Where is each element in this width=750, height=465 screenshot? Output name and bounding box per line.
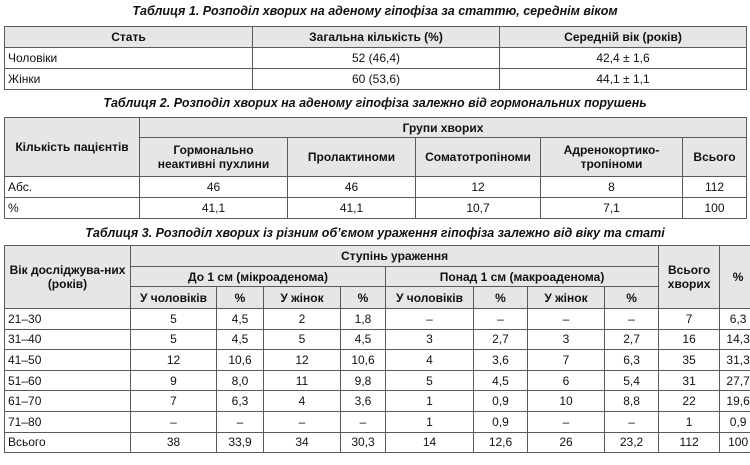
table-cell: 7: [131, 391, 217, 412]
table-cell: 5: [386, 370, 474, 391]
table-cell: 4,5: [217, 309, 264, 330]
table-cell: 10,6: [341, 350, 386, 371]
table-cell: 6,3: [720, 309, 750, 330]
table-cell: 61–70: [5, 391, 131, 412]
table2-header-row: [5, 118, 747, 138]
table-cell: 41,1: [288, 198, 416, 219]
table3-caption: Таблиця 3. Розподіл хворих із різним об’ємом ураження гіпофіза залежно від віку та статі: [85, 226, 665, 240]
table-cell: 0,9: [720, 411, 750, 432]
table-cell: 2: [264, 309, 341, 330]
table-cell: 1: [659, 411, 720, 432]
table-cell: 8,0: [217, 370, 264, 391]
table-cell: 23,2: [605, 432, 659, 453]
table-cell: 9: [131, 370, 217, 391]
table-cell: 0,9: [474, 411, 528, 432]
table2-col-header: Всього: [683, 138, 747, 177]
table-cell: 5: [264, 329, 341, 350]
table-cell: 71–80: [5, 411, 131, 432]
table-cell: –: [131, 411, 217, 432]
table-cell: 8,8: [605, 391, 659, 412]
table-cell: 26: [528, 432, 605, 453]
table1-header-age: Середній вік (років): [500, 27, 747, 48]
table-cell: 4: [264, 391, 341, 412]
table-cell: –: [528, 411, 605, 432]
table1-header-row: [5, 27, 747, 48]
table-cell: 12,6: [474, 432, 528, 453]
table-cell: 100: [720, 432, 750, 453]
table3-header-row: [5, 246, 750, 267]
table-cell: 5: [131, 329, 217, 350]
table2-col-header: Гормонально неактивні пухлини: [140, 138, 288, 177]
table-cell: 12: [416, 177, 541, 198]
table1: [4, 26, 747, 90]
table2-caption: Таблиця 2. Розподіл хворих на аденому гіпофіза залежно від гормональних порушень: [103, 96, 647, 110]
table-cell: 6: [528, 370, 605, 391]
table3-col-header: У жінок: [264, 287, 341, 309]
table1-header-total: Загальна кількість (%): [253, 27, 500, 48]
table-cell: 34: [264, 432, 341, 453]
table-cell: 12: [264, 350, 341, 371]
table-cell: –: [605, 309, 659, 330]
table-cell: 10,6: [217, 350, 264, 371]
table3-col-header: У чоловіків: [131, 287, 217, 309]
table-cell: 14,3: [720, 329, 750, 350]
table-cell: 4,5: [217, 329, 264, 350]
table-cell: 3: [386, 329, 474, 350]
table-cell: 35: [659, 350, 720, 371]
table-cell: 1,8: [341, 309, 386, 330]
table-cell: 11: [264, 370, 341, 391]
table-cell: Жінки: [5, 69, 253, 90]
table-cell: 10: [528, 391, 605, 412]
table-cell: 38: [131, 432, 217, 453]
table1-header-sex: Стать: [5, 27, 253, 48]
table-cell: 7: [528, 350, 605, 371]
table2-group-header: Групи хворих: [140, 118, 747, 138]
table-cell: 4: [386, 350, 474, 371]
table-cell: 4,5: [341, 329, 386, 350]
table-cell: 27,7: [720, 370, 750, 391]
table-cell: 42,4 ± 1,6: [500, 48, 747, 69]
table-row: [5, 69, 747, 90]
table-row: [5, 177, 747, 198]
table-cell: 8: [541, 177, 683, 198]
table3: [4, 245, 750, 453]
table-cell: 14: [386, 432, 474, 453]
table-cell: –: [528, 309, 605, 330]
table-cell: 46: [140, 177, 288, 198]
table-cell: 16: [659, 329, 720, 350]
table-cell: 12: [131, 350, 217, 371]
table3-col-header: У чоловіків: [386, 287, 474, 309]
table-cell: 33,9: [217, 432, 264, 453]
table-cell: 51–60: [5, 370, 131, 391]
table-cell: 10,7: [416, 198, 541, 219]
table-cell: 22: [659, 391, 720, 412]
table3-pct-header: %: [720, 246, 750, 309]
table-cell: 19,6: [720, 391, 750, 412]
table3-degree-header: Ступінь ураження: [131, 246, 659, 267]
table-cell: 6,3: [217, 391, 264, 412]
table-cell: 112: [659, 432, 720, 453]
table-cell: 21–30: [5, 309, 131, 330]
table-cell: 5,4: [605, 370, 659, 391]
table3-micro-header: До 1 см (мікроаденома): [131, 267, 386, 287]
table-row: [5, 370, 750, 391]
table-cell: –: [474, 309, 528, 330]
table3-col-header: У жінок: [528, 287, 605, 309]
table3-col-header: %: [474, 287, 528, 309]
table-cell: 112: [683, 177, 747, 198]
table-cell: 9,8: [341, 370, 386, 391]
table2-row-header: Кількість пацієнтів: [5, 118, 140, 177]
table-cell: Всього: [5, 432, 131, 453]
table-cell: 1: [386, 411, 474, 432]
table3-total-header: Всього хворих: [659, 246, 720, 309]
table-cell: 3,6: [474, 350, 528, 371]
table-row: [5, 198, 747, 219]
table-cell: –: [217, 411, 264, 432]
table-cell: 5: [131, 309, 217, 330]
table-cell: 7: [659, 309, 720, 330]
table-cell: 46: [288, 177, 416, 198]
table-cell: 30,3: [341, 432, 386, 453]
table-row: [5, 48, 747, 69]
table3-col-header: %: [341, 287, 386, 309]
table-cell: 0,9: [474, 391, 528, 412]
table-cell: 3: [528, 329, 605, 350]
table-cell: 4,5: [474, 370, 528, 391]
table-cell: 3,6: [341, 391, 386, 412]
table-row: [5, 309, 750, 330]
table2-col-header: Пролактиноми: [288, 138, 416, 177]
table-cell: –: [605, 411, 659, 432]
table-cell: –: [386, 309, 474, 330]
table3-macro-header: Понад 1 см (макроаденома): [386, 267, 659, 287]
table-row: [5, 411, 750, 432]
table-row: [5, 329, 750, 350]
table-cell: 52 (46,4): [253, 48, 500, 69]
table3-col-header: %: [217, 287, 264, 309]
table-cell: –: [341, 411, 386, 432]
table-cell: %: [5, 198, 140, 219]
table-cell: 6,3: [605, 350, 659, 371]
table-cell: 44,1 ± 1,1: [500, 69, 747, 90]
table-cell: –: [264, 411, 341, 432]
table-cell: 2,7: [605, 329, 659, 350]
table-cell: Чоловіки: [5, 48, 253, 69]
table-row-total: [5, 432, 750, 453]
table-cell: 7,1: [541, 198, 683, 219]
table1-caption: Таблиця 1. Розподіл хворих на аденому гіпофіза за статтю, середнім віком: [132, 4, 618, 18]
table-cell: Абс.: [5, 177, 140, 198]
table3-age-header: Вік досліджува-них (років): [5, 246, 131, 309]
table-cell: 31,3: [720, 350, 750, 371]
table-cell: 1: [386, 391, 474, 412]
table-cell: 31–40: [5, 329, 131, 350]
table-row: [5, 350, 750, 371]
table-cell: 2,7: [474, 329, 528, 350]
table-cell: 41,1: [140, 198, 288, 219]
table2-col-header: Адренокортико-тропіноми: [541, 138, 683, 177]
table-cell: 31: [659, 370, 720, 391]
table-cell: 100: [683, 198, 747, 219]
table3-col-header: %: [605, 287, 659, 309]
table2-col-header: Соматотропіноми: [416, 138, 541, 177]
table-row: [5, 391, 750, 412]
table-cell: 60 (53,6): [253, 69, 500, 90]
table2: [4, 117, 747, 219]
table-cell: 41–50: [5, 350, 131, 371]
